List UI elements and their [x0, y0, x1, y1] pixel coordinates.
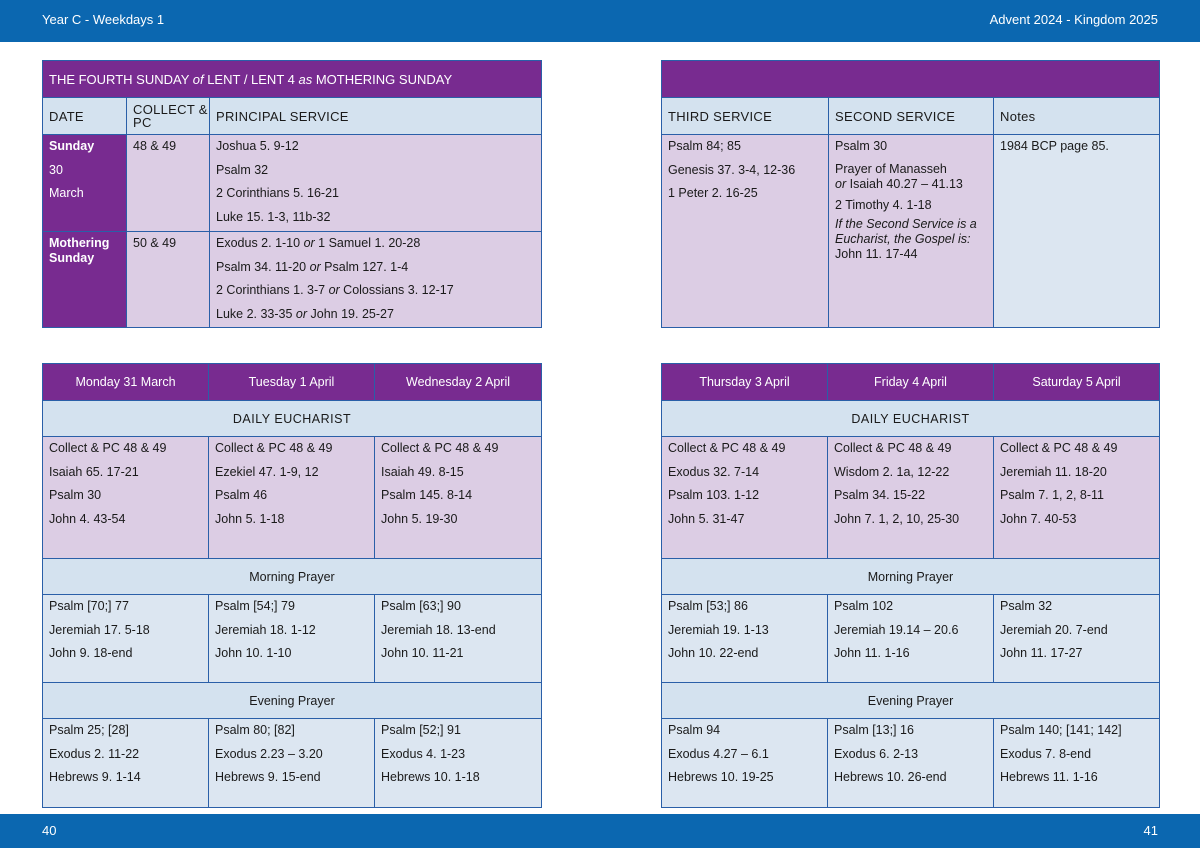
- day-header: [375, 364, 542, 401]
- reading: Psalm 30: [49, 488, 102, 502]
- header-right: Advent 2024 - Kingdom 2025: [989, 12, 1158, 27]
- reading: Genesis 37. 3-4, 12-36: [668, 162, 796, 177]
- weekday-table-left: [42, 363, 542, 808]
- reading: Psalm 140; [141; 142]: [1000, 723, 1122, 737]
- reading: Psalm 46: [215, 488, 268, 502]
- reading: Psalm 34. 15-22: [834, 488, 926, 502]
- reading: Hebrews 10. 26-end: [834, 770, 947, 784]
- reading-or: or: [295, 306, 308, 321]
- reading: John 10. 1-10: [215, 646, 292, 660]
- col-second-header: [829, 98, 994, 135]
- day-label: Friday 4 April: [874, 375, 947, 389]
- reading: Hebrews 11. 1-16: [1000, 770, 1098, 784]
- reading: Collect & PC 48 & 49: [668, 441, 786, 455]
- reading: John 7. 40-53: [1000, 511, 1077, 526]
- eucharist-cell: [43, 437, 209, 559]
- eucharist-cell: [994, 437, 1160, 559]
- reading: Exodus 6. 2-13: [834, 746, 919, 761]
- date-line: 30: [49, 162, 63, 177]
- reading-or: or: [835, 176, 847, 191]
- reading-part: Luke 2. 33-35: [216, 306, 296, 321]
- evening-prayer-header: [662, 683, 1160, 719]
- evening-cell: [828, 719, 994, 808]
- reading: Ezekiel 47. 1-9, 12: [215, 464, 319, 479]
- reading: Psalm 30: [835, 139, 888, 153]
- lent4-principal: [210, 135, 542, 232]
- header-bar: [0, 0, 1200, 42]
- reading-part: Psalm 127. 1-4: [320, 259, 409, 274]
- col-notes-header: [994, 98, 1160, 135]
- evening-prayer-header: [43, 683, 542, 719]
- reading-part: John 19. 25-27: [307, 306, 394, 321]
- reading: Jeremiah 18. 13-end: [381, 622, 496, 637]
- title-part: as: [298, 71, 313, 87]
- day-header: [994, 364, 1160, 401]
- section-label: Morning Prayer: [867, 569, 954, 584]
- reading: Collect & PC 48 & 49: [1000, 441, 1118, 455]
- reading: Exodus 4. 1-23: [381, 746, 466, 761]
- col-third-label: THIRD SERVICE: [668, 108, 773, 124]
- reading: Psalm 94: [668, 723, 721, 737]
- reading-or: or: [328, 283, 340, 297]
- reading: Wisdom 2. 1a, 12-22: [834, 464, 950, 479]
- evening-cell: [994, 719, 1160, 808]
- mothering-date: [43, 232, 127, 328]
- notes-cell: [994, 135, 1160, 328]
- reading: Jeremiah 19.14 – 20.6: [834, 622, 959, 637]
- evening-cell: [375, 719, 542, 808]
- reading: Prayer of Manasseh: [835, 161, 947, 176]
- reading-part: Exodus 2. 1-10: [216, 236, 304, 250]
- reading: Jeremiah 20. 7-end: [1000, 622, 1108, 637]
- reading-part: Isaiah 40.27 – 41.13: [846, 176, 963, 191]
- reading: Jeremiah 18. 1-12: [215, 622, 316, 637]
- reading: Psalm 80; [82]: [215, 723, 295, 737]
- eucharist-cell: [662, 437, 828, 559]
- reading: Hebrews 9. 15-end: [215, 770, 321, 784]
- reading: John 11. 17-27: [1000, 646, 1083, 660]
- eucharist-cell: [209, 437, 375, 559]
- col-collect-label: COLLECT & PC: [133, 102, 208, 130]
- date-line: Sunday: [49, 139, 95, 153]
- col-third-header: [662, 98, 829, 135]
- morning-prayer-header: [43, 559, 542, 595]
- col-principal-label: PRINCIPAL SERVICE: [216, 108, 349, 124]
- reading: 2 Corinthians 5. 16-21: [216, 186, 339, 200]
- reading: John 5. 19-30: [381, 511, 458, 526]
- title-part: MOTHERING SUNDAY: [312, 71, 453, 87]
- evening-cell: [43, 719, 209, 808]
- day-header: [43, 364, 209, 401]
- reading: Psalm 32: [1000, 599, 1053, 613]
- weekday-table-right: [661, 363, 1160, 808]
- reading: [210, 279, 541, 303]
- day-label: Wednesday 2 April: [406, 375, 510, 389]
- reading: Psalm [70;] 77: [49, 599, 129, 613]
- title-part: THE FOURTH SUNDAY: [49, 71, 193, 87]
- evening-cell: [662, 719, 828, 808]
- reading: John 10. 11-21: [381, 646, 464, 660]
- day-header: [662, 364, 828, 401]
- reading: Exodus 32. 7-14: [668, 464, 760, 479]
- daily-eucharist-header: [43, 401, 542, 437]
- section-label: Morning Prayer: [249, 569, 335, 584]
- reading: Hebrews 10. 1-18: [381, 770, 480, 784]
- reading: [829, 177, 993, 192]
- reading: [210, 256, 541, 280]
- morning-cell: [994, 595, 1160, 683]
- evening-cell: [209, 719, 375, 808]
- reading: John 5. 31-47: [668, 511, 745, 526]
- reading: Exodus 7. 8-end: [1000, 746, 1092, 761]
- section-label: Evening Prayer: [249, 693, 335, 708]
- reading-part: Psalm 34. 11-20: [216, 259, 310, 274]
- page-number-right: 41: [1143, 823, 1158, 838]
- reading-part: Colossians 3. 12-17: [339, 283, 454, 297]
- reading: Hebrews 9. 1-14: [49, 770, 141, 784]
- lent4-collect: [127, 135, 210, 232]
- day-header: [209, 364, 375, 401]
- reading: Collect & PC 48 & 49: [834, 441, 952, 455]
- notes-text: 1984 BCP page 85.: [1000, 139, 1109, 153]
- eucharist-cell: [828, 437, 994, 559]
- reading-or: or: [309, 259, 321, 274]
- reading: John 11. 1-16: [834, 646, 910, 660]
- reading: John 5. 1-18: [215, 511, 285, 526]
- day-label: Monday 31 March: [75, 375, 176, 389]
- section-label: DAILY EUCHARIST: [851, 411, 970, 426]
- sunday-title: [43, 61, 542, 98]
- morning-cell: [662, 595, 828, 683]
- reading: Psalm [52;] 91: [381, 723, 461, 737]
- reading: 1 Peter 2. 16-25: [668, 186, 758, 200]
- reading: Exodus 2. 11-22: [49, 746, 140, 761]
- reading: John 10. 22-end: [668, 646, 759, 660]
- reading: Luke 15. 1-3, 11b-32: [216, 209, 331, 224]
- day-label: Saturday 5 April: [1032, 375, 1121, 389]
- sunday-principal-table: [42, 60, 542, 328]
- reading: Psalm 25; [28]: [49, 723, 129, 737]
- reading: Psalm [54;] 79: [215, 599, 295, 613]
- reading: John 7. 1, 2, 10, 25-30: [834, 511, 960, 526]
- reading: Collect & PC 48 & 49: [215, 441, 333, 455]
- collect-value: 48 & 49: [133, 139, 177, 153]
- reading: Psalm 84; 85: [668, 139, 741, 153]
- title-part: LENT / LENT 4: [203, 71, 299, 87]
- reading: John 4. 43-54: [49, 511, 126, 526]
- mothering-collect: [127, 232, 210, 328]
- page-number-left: 40: [42, 823, 57, 838]
- reading: [210, 303, 541, 327]
- col-collect-header: [127, 98, 210, 135]
- reading: Psalm 102: [834, 599, 894, 613]
- reading: Psalm 7. 1, 2, 8-11: [1000, 488, 1104, 502]
- mothering-label: Mothering Sunday: [49, 236, 110, 265]
- day-label: Thursday 3 April: [699, 375, 790, 389]
- reading: [210, 232, 541, 256]
- lent4-date: [43, 135, 127, 232]
- reading: Isaiah 49. 8-15: [381, 464, 464, 479]
- reading: Jeremiah 17. 5-18: [49, 622, 150, 637]
- reading: John 9. 18-end: [49, 646, 133, 660]
- footer-bar: [0, 814, 1200, 848]
- mothering-principal: [210, 232, 542, 328]
- reading: Hebrews 10. 19-25: [668, 770, 774, 784]
- reading: Jeremiah 19. 1-13: [668, 622, 769, 637]
- reading: John 11. 17-44: [835, 247, 918, 261]
- morning-prayer-header: [662, 559, 1160, 595]
- reading: 2 Timothy 4. 1-18: [835, 197, 932, 212]
- section-label: DAILY EUCHARIST: [232, 411, 352, 426]
- section-label: Evening Prayer: [867, 693, 954, 708]
- eucharist-note: If the Second Service is a Eucharist, the Gospel is:: [835, 217, 977, 246]
- reading: Isaiah 65. 17-21: [49, 464, 139, 479]
- reading: Psalm 103. 1-12: [668, 488, 760, 502]
- daily-eucharist-header: [662, 401, 1160, 437]
- reading-part: 2 Corinthians 1. 3-7: [216, 283, 329, 297]
- morning-cell: [828, 595, 994, 683]
- second-service-cell: [829, 135, 994, 328]
- reading: Psalm 32: [216, 162, 269, 177]
- col-date-label: DATE: [49, 108, 84, 124]
- col-principal-header: [210, 98, 542, 135]
- reading: Psalm 145. 8-14: [381, 488, 473, 502]
- day-header: [828, 364, 994, 401]
- reading: Collect & PC 48 & 49: [49, 441, 167, 455]
- reading-part: 1 Samuel 1. 20-28: [314, 236, 421, 250]
- reading-or: or: [303, 236, 315, 250]
- collect-value: 50 & 49: [133, 236, 177, 250]
- col-date-header: [43, 98, 127, 135]
- eucharist-cell: [375, 437, 542, 559]
- header-left: Year C - Weekdays 1: [42, 12, 165, 27]
- third-service-cell: [662, 135, 829, 328]
- sunday-title-band: [662, 61, 1160, 98]
- day-label: Tuesday 1 April: [248, 375, 335, 389]
- reading: Collect & PC 48 & 49: [381, 441, 499, 455]
- morning-cell: [43, 595, 209, 683]
- reading: Psalm [63;] 90: [381, 599, 461, 613]
- title-part: of: [192, 71, 204, 87]
- reading: Jeremiah 11. 18-20: [1000, 464, 1107, 479]
- date-line: March: [49, 186, 84, 200]
- reading: Psalm [53;] 86: [668, 599, 748, 613]
- reading: Joshua 5. 9-12: [216, 139, 299, 153]
- reading: Exodus 4.27 – 6.1: [668, 746, 769, 761]
- col-second-label: SECOND SERVICE: [835, 108, 956, 124]
- sunday-other-services-table: [661, 60, 1160, 328]
- morning-cell: [375, 595, 542, 683]
- reading: Psalm [13;] 16: [834, 723, 914, 737]
- col-notes-label: Notes: [1000, 108, 1036, 124]
- reading: Exodus 2.23 – 3.20: [215, 746, 323, 761]
- morning-cell: [209, 595, 375, 683]
